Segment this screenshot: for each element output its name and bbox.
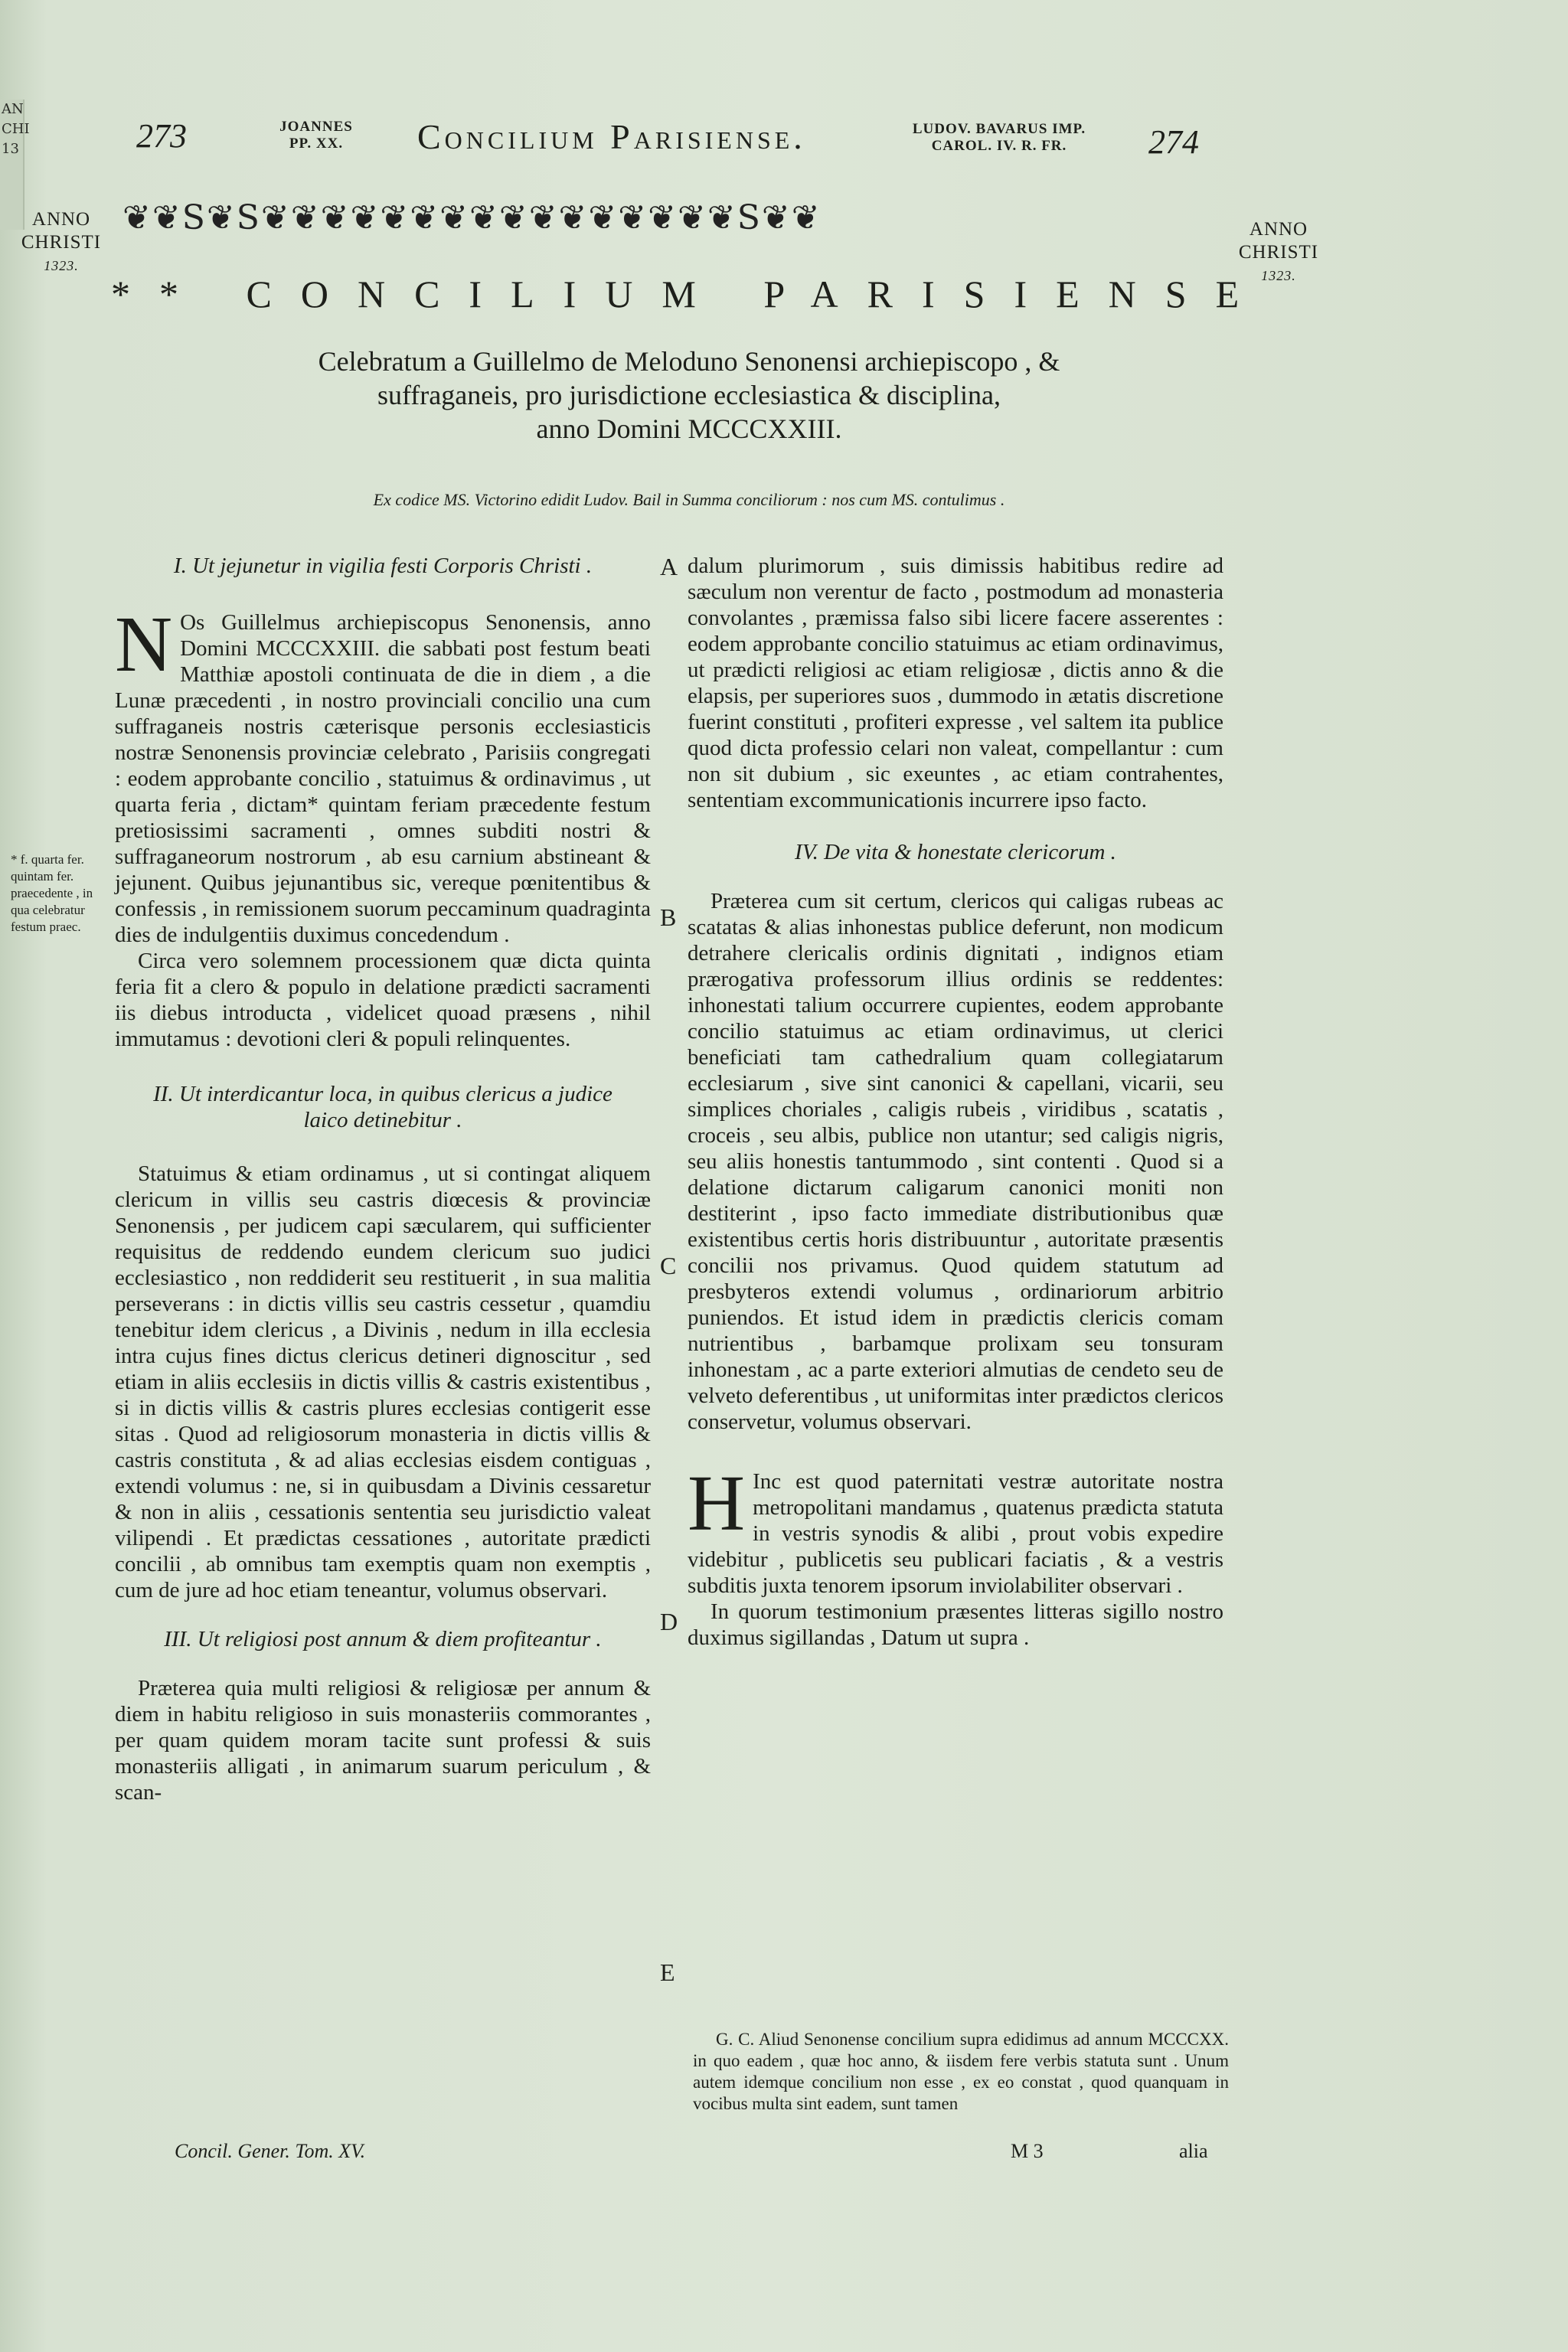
- year-left-line-1: ANNO: [31, 209, 91, 230]
- section-2-paragraph-1: Statuimus & etiam ordinamus , ut si contingat aliquem clericum in villis seu castris diœcesis & provinciæ Senonensis , per judicem capi sæcularem, qui sufficienter requisitus de reddendo eundem clericum suo judici ecclesiastico , non reddiderit seu restituerit , in sua malitia perseverans : in dictis villis seu castris cessetur , quamdiu tenebitur idem clericus , a Divinis , nedum in illa ecclesia intra cujus fines dictus clericus detineri dignoscitur , sed etiam in aliis ecclesiis in dictis villis & castris existentibus , si in dictis villis & castris plures ecclesias contigerit esse sitas . Quod ad religiosorum monasteria in dictis villis & castris constituta , & ad alias ecclesias eisdem contiguas , extendi volumus : ne, si in quibusdam a Divinis cessaretur & non in aliis , cessationis sententia seu jurisdictio valeat vilipendi . Et prædictas cessationes , autoritate prædicti concilii , ab omnibus tam exemptis quam non exemptis , cum de jure ad hoc etiam teneantur, volumus observari.: [115, 1161, 651, 1602]
- source-note: Ex codice MS. Victorino edidit Ludov. Bail in Summa conciliorum : nos cum MS. contulimus .: [373, 490, 1005, 509]
- footnote-text: G. C. Aliud Senonense concilium supra edidimus ad annum MCCCXX. in quo eadem , quæ hoc anno, & iisdem fere verbis statuta sunt . Unum autem idemque concilium non esse , ex eo constat , quod quanquam in vocibus multa sint eadem, sunt tamen: [693, 2030, 1229, 2113]
- binding-text: AN CHI 13: [2, 101, 30, 157]
- section-3-title: III. Ut religiosi post annum & diem profiteantur .: [164, 1627, 602, 1651]
- section-4-title: IV. De vita & honestate clericorum .: [795, 840, 1116, 864]
- subtitle: [191, 345, 1187, 446]
- emperor-line-2: CAROL. IV. R. FR.: [931, 138, 1067, 154]
- pope-line-1: JOANNES: [279, 119, 353, 135]
- section-letter-a: A: [660, 553, 678, 580]
- pope-line-2: PP. XX.: [289, 136, 344, 152]
- section-letter-c: C: [660, 1252, 677, 1279]
- section-4-paragraph-1: Præterea cum sit certum, clericos qui caligas rubeas ac scatatas & alias inhonestas publice deferunt, non modicum detrahere clericalis ordinis dignitati , indignos etiam prærogativa professorum illius ordinis se reddentes: inhonestati talium occurrere cupientes, eodem approbante concilio statuimus ac etiam ordinavimus, ut clerici beneficiati tam cathedralium quam collegiatarum ecclesiarum , sive sint canonici & capellani, vicarii, seu simplices choriales , caligis rubeis , viridibus , scatatis , croceis , seu albis, publice non utantur; sed caligis nigris, seu aliis honestis tantummodo , sint contenti . Quod si a delatione dictarum caligarum canonici moniti non destiterint , ipso facto immediate distributionibus quæ existentibus certis horis distribuuntur , autoritate præsentis concilii nos privamus. Quod quidem statutum ad presbyteros extendi volumus , ordinariorum arbitrio puniendos. Et istud idem in prædictis clericis comam nutrientibus , barbamque prolixam seu tonsuram inhonestam , ac a parte exteriori almutias de cendeto seu de velveto deferentibus , ut uniformitas inter prædictos clericos conservetur, volumus observari.: [688, 889, 1223, 1434]
- section-letter-e: E: [660, 1958, 675, 1986]
- right-column: [688, 553, 1223, 1651]
- pope-label: [266, 119, 366, 152]
- running-title: Concilium Parisiense.: [417, 117, 806, 156]
- year-right-value: 1323.: [1261, 268, 1296, 283]
- section-3-paragraph-1: Præterea quia multi religiosi & religiosæ per annum & diem in habitu religioso in suis monasteriis commorantes , per quam quidem moram tacite sunt professi & suis monasteriis alligati , in animarum suarum periculum , & scan-: [115, 1676, 651, 1805]
- left-column: [115, 553, 651, 1805]
- section-1-paragraph-1: [115, 600, 651, 948]
- page-number-left: 273: [136, 117, 187, 155]
- section-1-paragraph-1-text: Os Guillelmus archiepiscopus Senonensis, anno Domini MCCCXXIII. die sabbati post festum beati Matthiæ apostoli continuata de die in diem , a die Lunæ præcedenti , in nostro provinciali concilio una cum suffraganeis nostris cæterisque personis ecclesiasticis nostræ Senonensis provinciæ celebrato , Parisiis congregati : eodem approbante concilio , statuimus & ordinavimus , ut quarta feria , dictam* quintam feriam præcedente festum pretiosissimi sacramenti , omnes subditi nostri & suffraganeorum nostrorum , ab esu carnium abstineant & jejunent. Quibus jejunantibus sic, vereque pœnitentibus & confessis , in remissionem suorum peccaminum quadraginta dies de indulgentiis duximus concedendum .: [115, 610, 651, 947]
- year-right-line-2: CHRISTI: [1238, 242, 1319, 263]
- drop-cap-n: N: [115, 600, 173, 688]
- footnote: [693, 2029, 1229, 2115]
- drop-cap-h: H: [688, 1459, 746, 1547]
- footer-volume: Concil. Gener. Tom. XV.: [175, 2140, 366, 2162]
- closing-paragraph-1-text: Inc est quod paternitati vestræ autoritate nostra metropolitani mandamus , quatenus prædicta statuta in vestris synodis & alibi , prout vobis expedire videbitur , publicetis seu publicari faciatis , & a vestris subditis juxta tenorem ipsorum inviolabiliter observari .: [688, 1469, 1223, 1598]
- emperor-label: [903, 121, 1095, 155]
- section-1-title: I. Ut jejunetur in vigilia festi Corporis Christi .: [173, 554, 593, 578]
- right-continuation: dalum plurimorum , suis dimissis habitibus redire ad sæculum non verentur de facto , postmodum ad monasteria convolantes , præmissa falso sibi licere facere asserentes : eodem approbante concilio statuimus ac etiam ordinavimus, ut prædicti religiosi ac etiam religiosæ , dictis anno & die elapsis, per superiores suos , dummodo in ætatis discretione fuerint constituti , profiteri expresse , vel saltem ita publice quod dicta professio celari non valeat, compellantur : cum non sit dubium , sic exeuntes , ac etiam contrahentes, sententiam excommunicationis incurrere ipso facto.: [688, 554, 1223, 812]
- closing-paragraph-1: [688, 1459, 1223, 1599]
- subtitle-line-3: anno Domini MCCCXXIII.: [536, 413, 842, 444]
- margin-note: * f. quarta fer. quintam fer. praecedente , in qua celebratur festum praec.: [11, 852, 93, 934]
- section-letter-d: D: [660, 1608, 678, 1635]
- year-right-line-1: ANNO: [1249, 219, 1308, 240]
- year-left-value: 1323.: [44, 258, 79, 273]
- signature-mark: M 3: [1011, 2140, 1044, 2162]
- catchword: alia: [1179, 2140, 1208, 2162]
- subtitle-line-1: Celebratum a Guillelmo de Meloduno Senonensi archiepiscopo , &: [318, 346, 1060, 377]
- year-box-left: [15, 208, 107, 277]
- closing-paragraph-2: In quorum testimonium præsentes litteras sigillo nostro duximus sigillandas , Datum ut supra .: [688, 1599, 1223, 1650]
- year-left-line-2: CHRISTI: [21, 232, 102, 253]
- main-title: ** CONCILIUM PARISIENSE: [111, 273, 1269, 315]
- section-1-paragraph-2: Circa vero solemnem processionem quæ dicta quinta feria fit a clero & populo in delatione prædicti sacramenti iis diebus introducta , videlicet quoad præsens , nihil immutamus : devotioni cleri & populi relinquentes.: [115, 949, 651, 1051]
- subtitle-line-2: suffraganeis, pro jurisdictione ecclesiastica & disciplina,: [377, 380, 1001, 410]
- ornamental-band: ❦❦S❦S❦❦❦❦❦❦❦❦❦❦❦❦❦❦❦❦S❦❦: [122, 198, 822, 237]
- section-letter-b: B: [660, 903, 677, 931]
- page-number-right: 274: [1148, 123, 1199, 161]
- emperor-line-1: LUDOV. BAVARUS IMP.: [912, 121, 1086, 137]
- section-2-title: II. Ut interdicantur loca, in quibus clericus a judice laico detinebitur .: [153, 1082, 612, 1132]
